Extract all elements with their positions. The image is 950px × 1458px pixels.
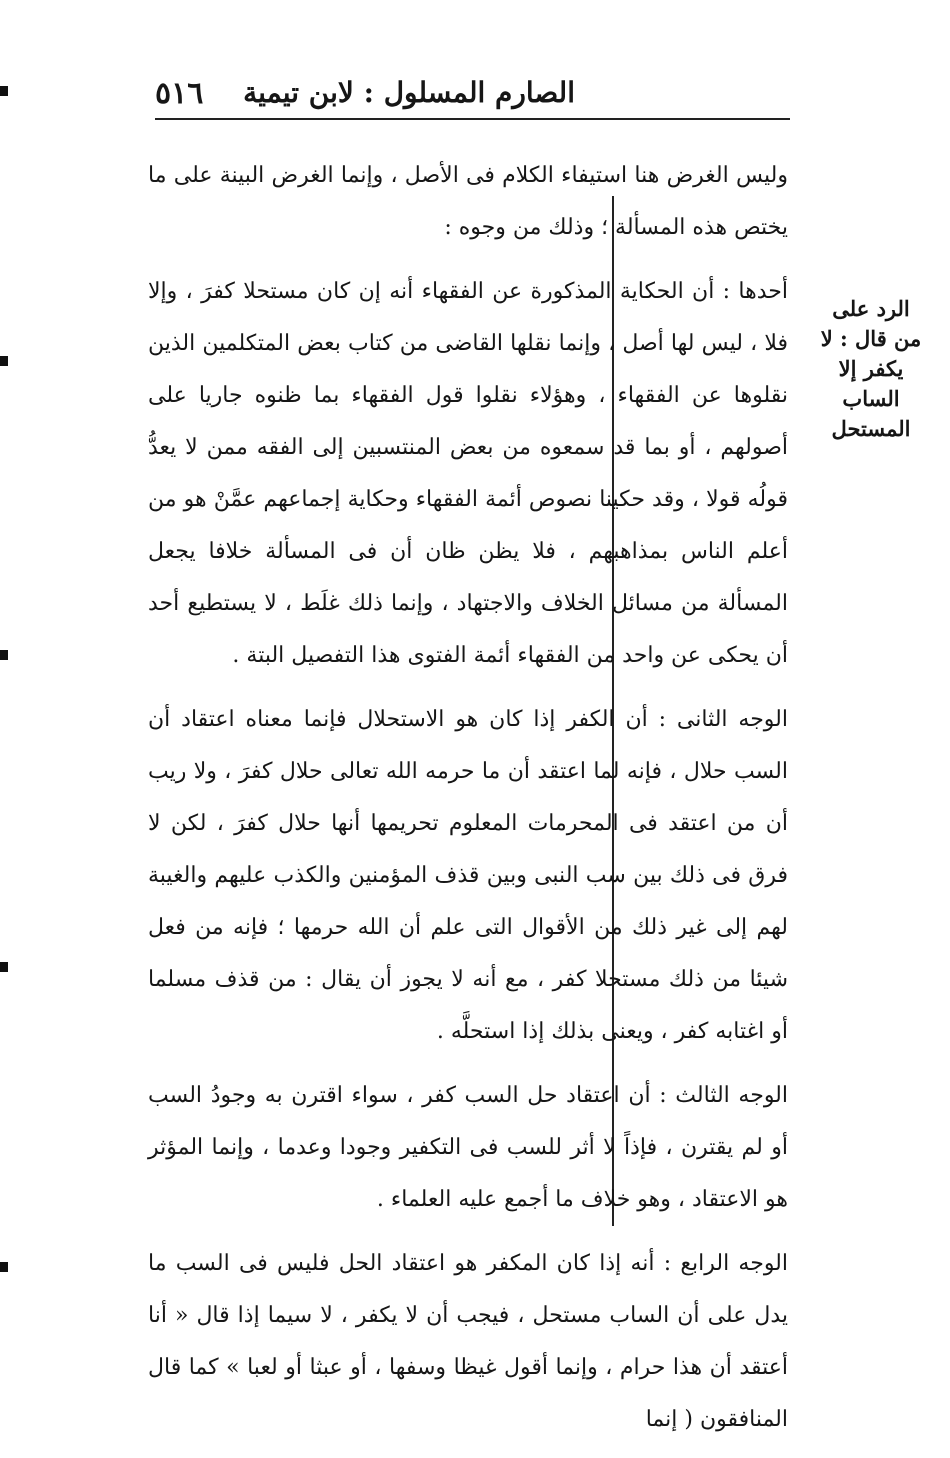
- scan-edge-mark: [0, 86, 8, 96]
- paragraph-intro: وليس الغرض هنا استيفاء الكلام فى الأصل ، وإنما الغرض البينة على ما يختص هذه المسألة ؛ وذلك من وجوه :: [148, 163, 788, 240]
- scan-edge-mark: [0, 962, 8, 972]
- paragraph-first-aspect: أحدها : أن الحكاية المذكورة عن الفقهاء أنه إن كان مستحلا كفرَ ، وإلا فلا ، ليس لها أصل ، وإنما نقلها القاضى من كتاب بعض المتكلمين الذين نقلوها عن الفقهاء ، وهؤلاء نقلوا قول الفقهاء بما ظنوه جاريا على أصولهم ، أو بما قد سمعوه من بعض المنتسبين إلى الفقه ممن لا يعدُّ قولُه قولا ، وقد حكينا نصوص أئمة الفقهاء وحكاية إجماعهم عمَّنْ هو من أعلم الناس بمذاهبهم ، فلا يظن ظان أن فى المسألة خلافا يجعل المسألة من مسائل الخلاف والاجتهاد ، وإنما ذلك غلَط ، لا يستطيع أحد أن يحكى عن واحد من الفقهاء أئمة الفتوى هذا التفصيل البتة .: [148, 279, 788, 668]
- paragraph-fourth-aspect: الوجه الرابع : أنه إذا كان المكفر هو اعتقاد الحل فليس فى السب ما يدل على أن الساب مستحل ، فيجب أن لا يكفر ، لا سيما إذا قال « أنا أعتقد أن هذا حرام ، وإنما أقول غيظا وسفها ، أو عبثا أو لعبا » كما قال المنافقون ( إنما: [148, 1251, 788, 1432]
- main-text: [148, 150, 788, 1458]
- paragraph-third-aspect: الوجه الثالث : أن اعتقاد حل السب كفر ، سواء اقترن به وجودُ السب أو لم يقترن ، فإذاً لا أثر للسب فى التكفير وجودا وعدما ، وإنما المؤثر هو الاعتقاد ، وهو خلاف ما أجمع عليه العلماء .: [148, 1083, 788, 1212]
- running-title: الصارم المسلول : لابن تيمية: [243, 76, 575, 109]
- page-number: ٥١٦: [155, 76, 204, 111]
- scan-edge-mark: [0, 650, 8, 660]
- page-header: [155, 72, 790, 116]
- scan-edge-mark: [0, 356, 8, 366]
- header-rule: [155, 118, 790, 120]
- margin-side-note: الرد على من قال : لا يكفر إلا الساب المستحل: [820, 296, 922, 441]
- scan-edge-mark: [0, 1262, 8, 1272]
- paragraph-second-aspect: الوجه الثانى : أن الكفر إذا كان هو الاستحلال فإنما معناه اعتقاد أن السب حلال ، فإنه لما اعتقد أن ما حرمه الله تعالى حلال كفرَ ، ولا ريب أن من اعتقد فى المحرمات المعلوم تحريمها أنها حلال كفرَ ، لكن لا فرق فى ذلك بين سب النبى وبين قذف المؤمنين والكذب عليهم والغيبة لهم إلى غير ذلك من الأقوال التى علم أن الله حرمها ؛ فإنه من فعل شيئا من ذلك مستحلا كفر ، مع أنه لا يجوز أن يقال : من قذف مسلما أو اغتابه كفر ، ويعنى بذلك إذا استحلَّه .: [148, 707, 788, 1044]
